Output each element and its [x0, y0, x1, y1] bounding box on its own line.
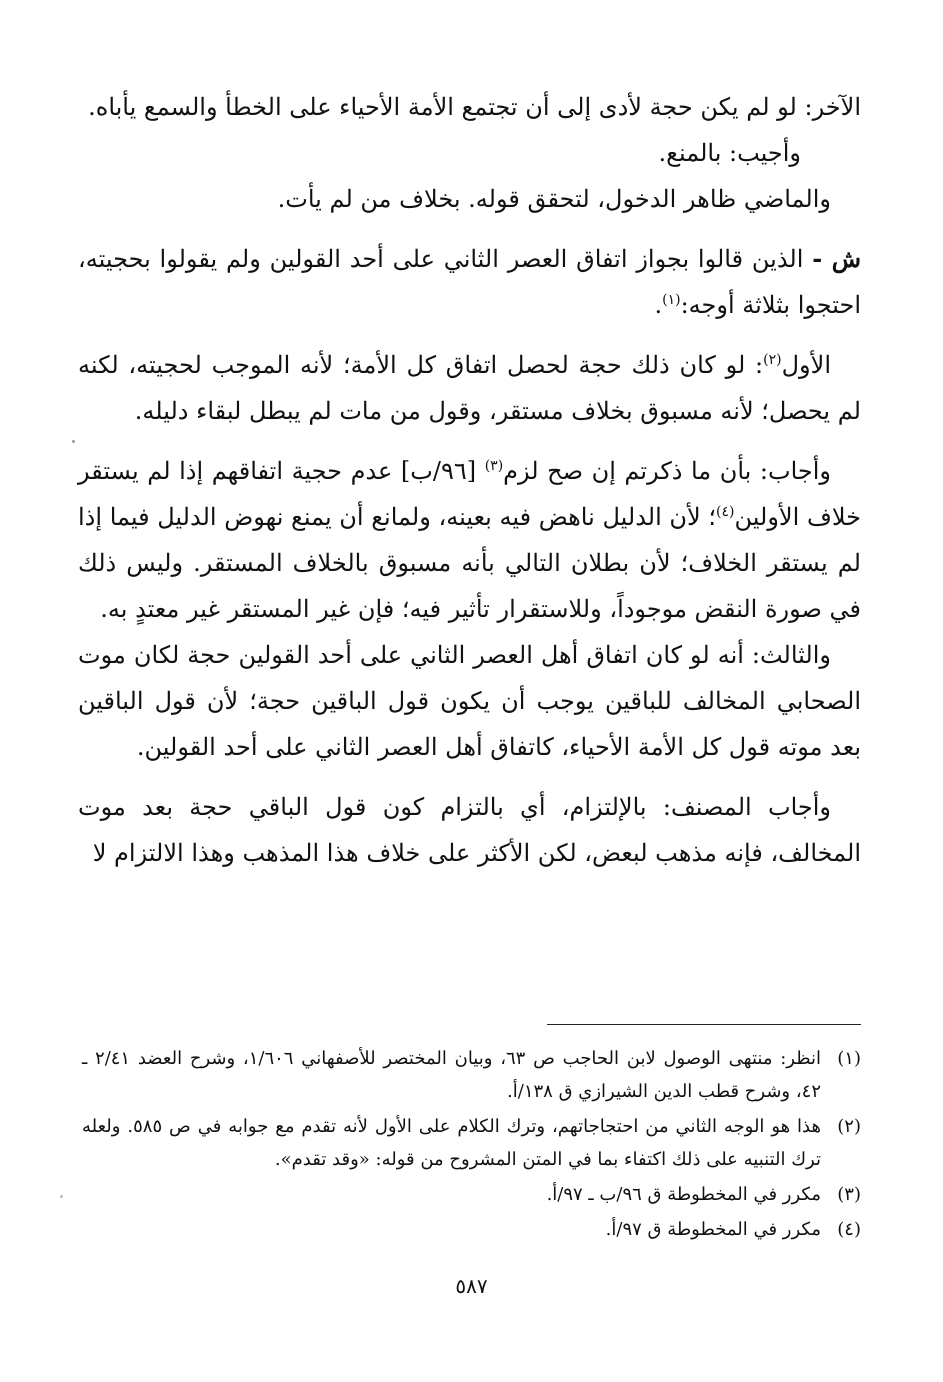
paragraph-4-text: الذين قالوا بجواز اتفاق العصر الثاني على أحد القولين ولم يقولوا بحجيته، احتجوا بثلاثة أوجه:: [78, 245, 861, 319]
footnote-1: [82, 1042, 861, 1108]
paragraph-8: وأجاب المصنف: بالإلتزام، أي بالتزام كون قول الباقي حجة بعد موت المخالف، فإنه مذهب لبعض، لكن الأكثر على خلاف هذا المذهب وهذا الالتزام لا: [78, 793, 861, 867]
paragraph-7: والثالث: أنه لو كان اتفاق أهل العصر الثاني على أحد القولين حجة لكان موت الصحابي المخالف للباقين يوجب أن يكون قول الباقين حجة؛ لأن قول الباقين بعد موته قول كل الأمة الأحياء، كاتفاق أهل العصر الثاني على أحد القولين.: [78, 641, 861, 761]
footnote-ref-4[interactable]: (٤): [716, 504, 735, 520]
main-text: [78, 84, 861, 876]
footnote-text: انظر: منتهى الوصول لابن الحاجب ص ٦٣، وبيان المختصر للأصفهاني ١/٦٠٦، وشرح العضد ٢/٤١ ـ ٤٢، وشرح قطب الدين الشيرازي ق ١٣٨/أ.: [82, 1048, 822, 1102]
scan-speck: [72, 440, 75, 443]
paragraph-6-rest: ؛ لأن الدليل ناهض فيه بعينه، ولمانع أن يمنع نهوض الدليل فيما إذا لم يستقر الخلاف؛ لأن بطلان التالي بأنه مسبوق بالخلاف المستقر. وليس ذلك في صورة النقض موجوداً، وللاستقرار تأثير فيه؛ فإن غير المستقر غير معتدٍ به.: [78, 503, 861, 623]
footnotes: [82, 1042, 861, 1248]
footnote-number: (٤): [837, 1219, 861, 1240]
paragraph-2: وأجيب: بالمنع.: [658, 139, 801, 167]
footnote-text: هذا هو الوجه الثاني من احتجاجاتهم، وترك الكلام على الأول لأنه تقدم مع جوابه في ص ٥٨٥. ولعله ترك التنبيه على ذلك اكتفاء بما في المتن المشروح من قوله: «وقد تقدم».: [82, 1116, 821, 1170]
footnote-text: مكرر في المخطوطة ق ٩٧/أ.: [605, 1219, 821, 1240]
paragraph-6: [78, 448, 861, 632]
paragraph-5-text: : لو كان ذلك حجة لحصل اتفاق كل الأمة؛ لأنه الموجب لحجيته، لكنه لم يحصل؛ لأنه مسبوق بخلاف مستقر، وقول من مات لم يبطل لبقاء دليله.: [78, 351, 861, 425]
paragraph-4-end: .: [654, 291, 663, 319]
paragraph-1: الآخر: لو لم يكن حجة لأدى إلى أن تجتمع الأمة الأحياء على الخطأ والسمع يأباه.: [88, 93, 861, 121]
footnote-ref-2[interactable]: (٢): [763, 352, 782, 368]
paragraph-4: [78, 236, 861, 328]
footnote-number: (١): [837, 1048, 861, 1069]
scan-speck: [60, 1195, 63, 1198]
footnote-text: مكرر في المخطوطة ق ٩٦/ب ـ ٩٧/أ.: [546, 1184, 821, 1205]
footnote-number: (٣): [837, 1184, 861, 1205]
paragraph-5: [78, 342, 861, 434]
paragraph-6-start: وأجاب: بأن ما ذكرتم إن صح لزم: [503, 457, 831, 485]
paragraph-5-start: الأول: [781, 351, 831, 379]
footnote-ref-1[interactable]: (١): [662, 292, 681, 308]
footnote-ref-3[interactable]: (٣): [484, 458, 504, 474]
paragraph-6-mid: [٩٦/ب] عدم حجية اتفاقهم إذا لم يستقر خلاف الأولين: [78, 457, 861, 531]
footnote-separator: [547, 1024, 861, 1025]
sharh-marker: ش -: [812, 244, 861, 273]
footnote-3: [82, 1178, 861, 1211]
page-number: ٥٨٧: [455, 1274, 488, 1298]
paragraph-3: والماضي ظاهر الدخول، لتحقق قوله. بخلاف من لم يأت.: [277, 185, 831, 213]
footnote-2: [82, 1110, 861, 1176]
footnote-4: [82, 1213, 861, 1246]
footnote-number: (٢): [837, 1116, 861, 1137]
